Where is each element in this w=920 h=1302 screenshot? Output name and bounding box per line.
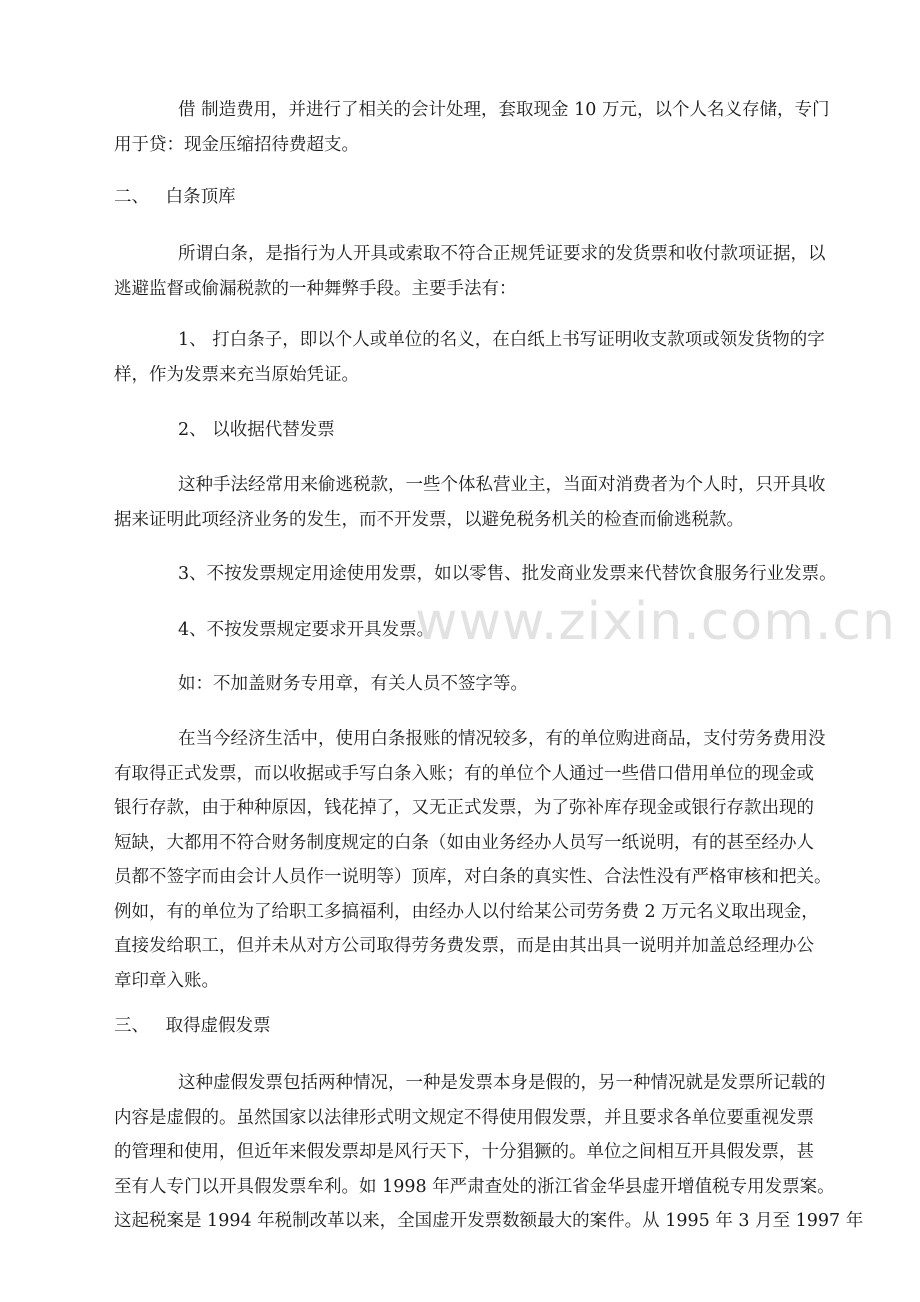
watermark: www.zixin.com.cn (415, 592, 896, 652)
text-line: 用于贷：现金压缩招待费超支。 (114, 134, 359, 155)
text-line: 借 制造费用，并进行了相关的会计处理，套取现金 10 万元，以个人名义存储，专门 (178, 100, 830, 120)
text-line: 这起税案是 1994 年税制改革以来，全国虚开发票数额最大的案件。从 1995 年 3 月至 1997 年 (114, 1211, 864, 1231)
text-line: 员都不签字而由会计人员作一说明等）顶库，对白条的真实性、合法性没有严格审核和把关。 (114, 867, 832, 887)
text-line: 这种虚假发票包括两种情况，一种是发票本身是假的，另一种情况就是发票所记载的 (178, 1073, 826, 1093)
text-line: 逃避监督或偷漏税款的一种舞弊手段。主要手法有： (114, 278, 517, 299)
section-heading-2 (114, 180, 236, 215)
text-line: 这种手法经常用来偷逃税款，一些个体私营业主，当面对消费者为个人时，只开具收 (178, 475, 826, 495)
list-item-1 (114, 323, 834, 392)
paragraph-fake-invoice (114, 1066, 864, 1239)
list-item-4: 4、不按发票规定要求开具发票。 (178, 620, 435, 640)
paragraph-continued (114, 93, 834, 162)
text-line: 章印章入账。 (114, 970, 219, 991)
text-line: 样，作为发票来充当原始凭证。 (114, 364, 359, 385)
paragraph-case (114, 722, 834, 998)
text-line: 直接发给职工，但并未从对方公司取得劳务费发票，而是由其出具一说明并加盖总经理办公 (114, 936, 814, 956)
text-line: 短缺，大都用不符合财务制度规定的白条（如由业务经办人员写一纸说明，有的甚至经办人 (114, 832, 814, 853)
list-item-3: 3、不按发票规定用途使用发票，如以零售、批发商业发票来代替饮食服务行业发票。 (178, 564, 837, 584)
heading-number: 二、 (114, 187, 149, 207)
paragraph-explanation (114, 468, 834, 537)
heading-number: 三、 (114, 1016, 149, 1036)
paragraph-definition (114, 237, 834, 306)
text-line: 有取得正式发票，而以收据或手写白条入账；有的单位个人通过一些借口借用单位的现金或 (114, 763, 814, 784)
text-line: 1、 打白条子，即以个人或单位的名义，在白纸上书写证明收支款项或领发货物的字 (178, 330, 825, 350)
list-item-2: 2、 以收据代替发票 (178, 420, 335, 440)
heading-text: 白条顶库 (165, 187, 236, 207)
section-heading-3 (114, 1009, 271, 1044)
text-line: 所谓白条，是指行为人开具或索取不符合正规凭证要求的发货票和收付款项证据，以 (178, 244, 826, 264)
text-line: 在当今经济生活中，使用白条报账的情况较多，有的单位购进商品，支付劳务费用没 (178, 729, 826, 749)
text-line: 内容是虚假的。虽然国家以法律形式明文规定不得使用假发票，并且要求各单位要重视发票 (114, 1107, 814, 1128)
text-line: 的管理和使用，但近年来假发票却是风行天下，十分猖獗的。单位之间相互开具假发票，甚 (114, 1142, 814, 1162)
text-line: 至有人专门以开具假发票牟利。如 1998 年严肃查处的浙江省金华县虚开增值税专用发票案。 (114, 1176, 835, 1197)
example-line: 如：不加盖财务专用章，有关人员不签字等。 (178, 674, 528, 694)
heading-text: 取得虚假发票 (165, 1016, 271, 1036)
text-line: 例如，有的单位为了给职工多搞福利，由经办人以付给某公司劳务费 2 万元名义取出现金， (114, 901, 819, 922)
text-line: 银行存款，由于种种原因，钱花掉了，又无正式发票，为了弥补库存现金或银行存款出现的 (114, 798, 814, 818)
text-line: 据来证明此项经济业务的发生，而不开发票，以避免税务机关的检查而偷逃税款。 (114, 509, 744, 530)
